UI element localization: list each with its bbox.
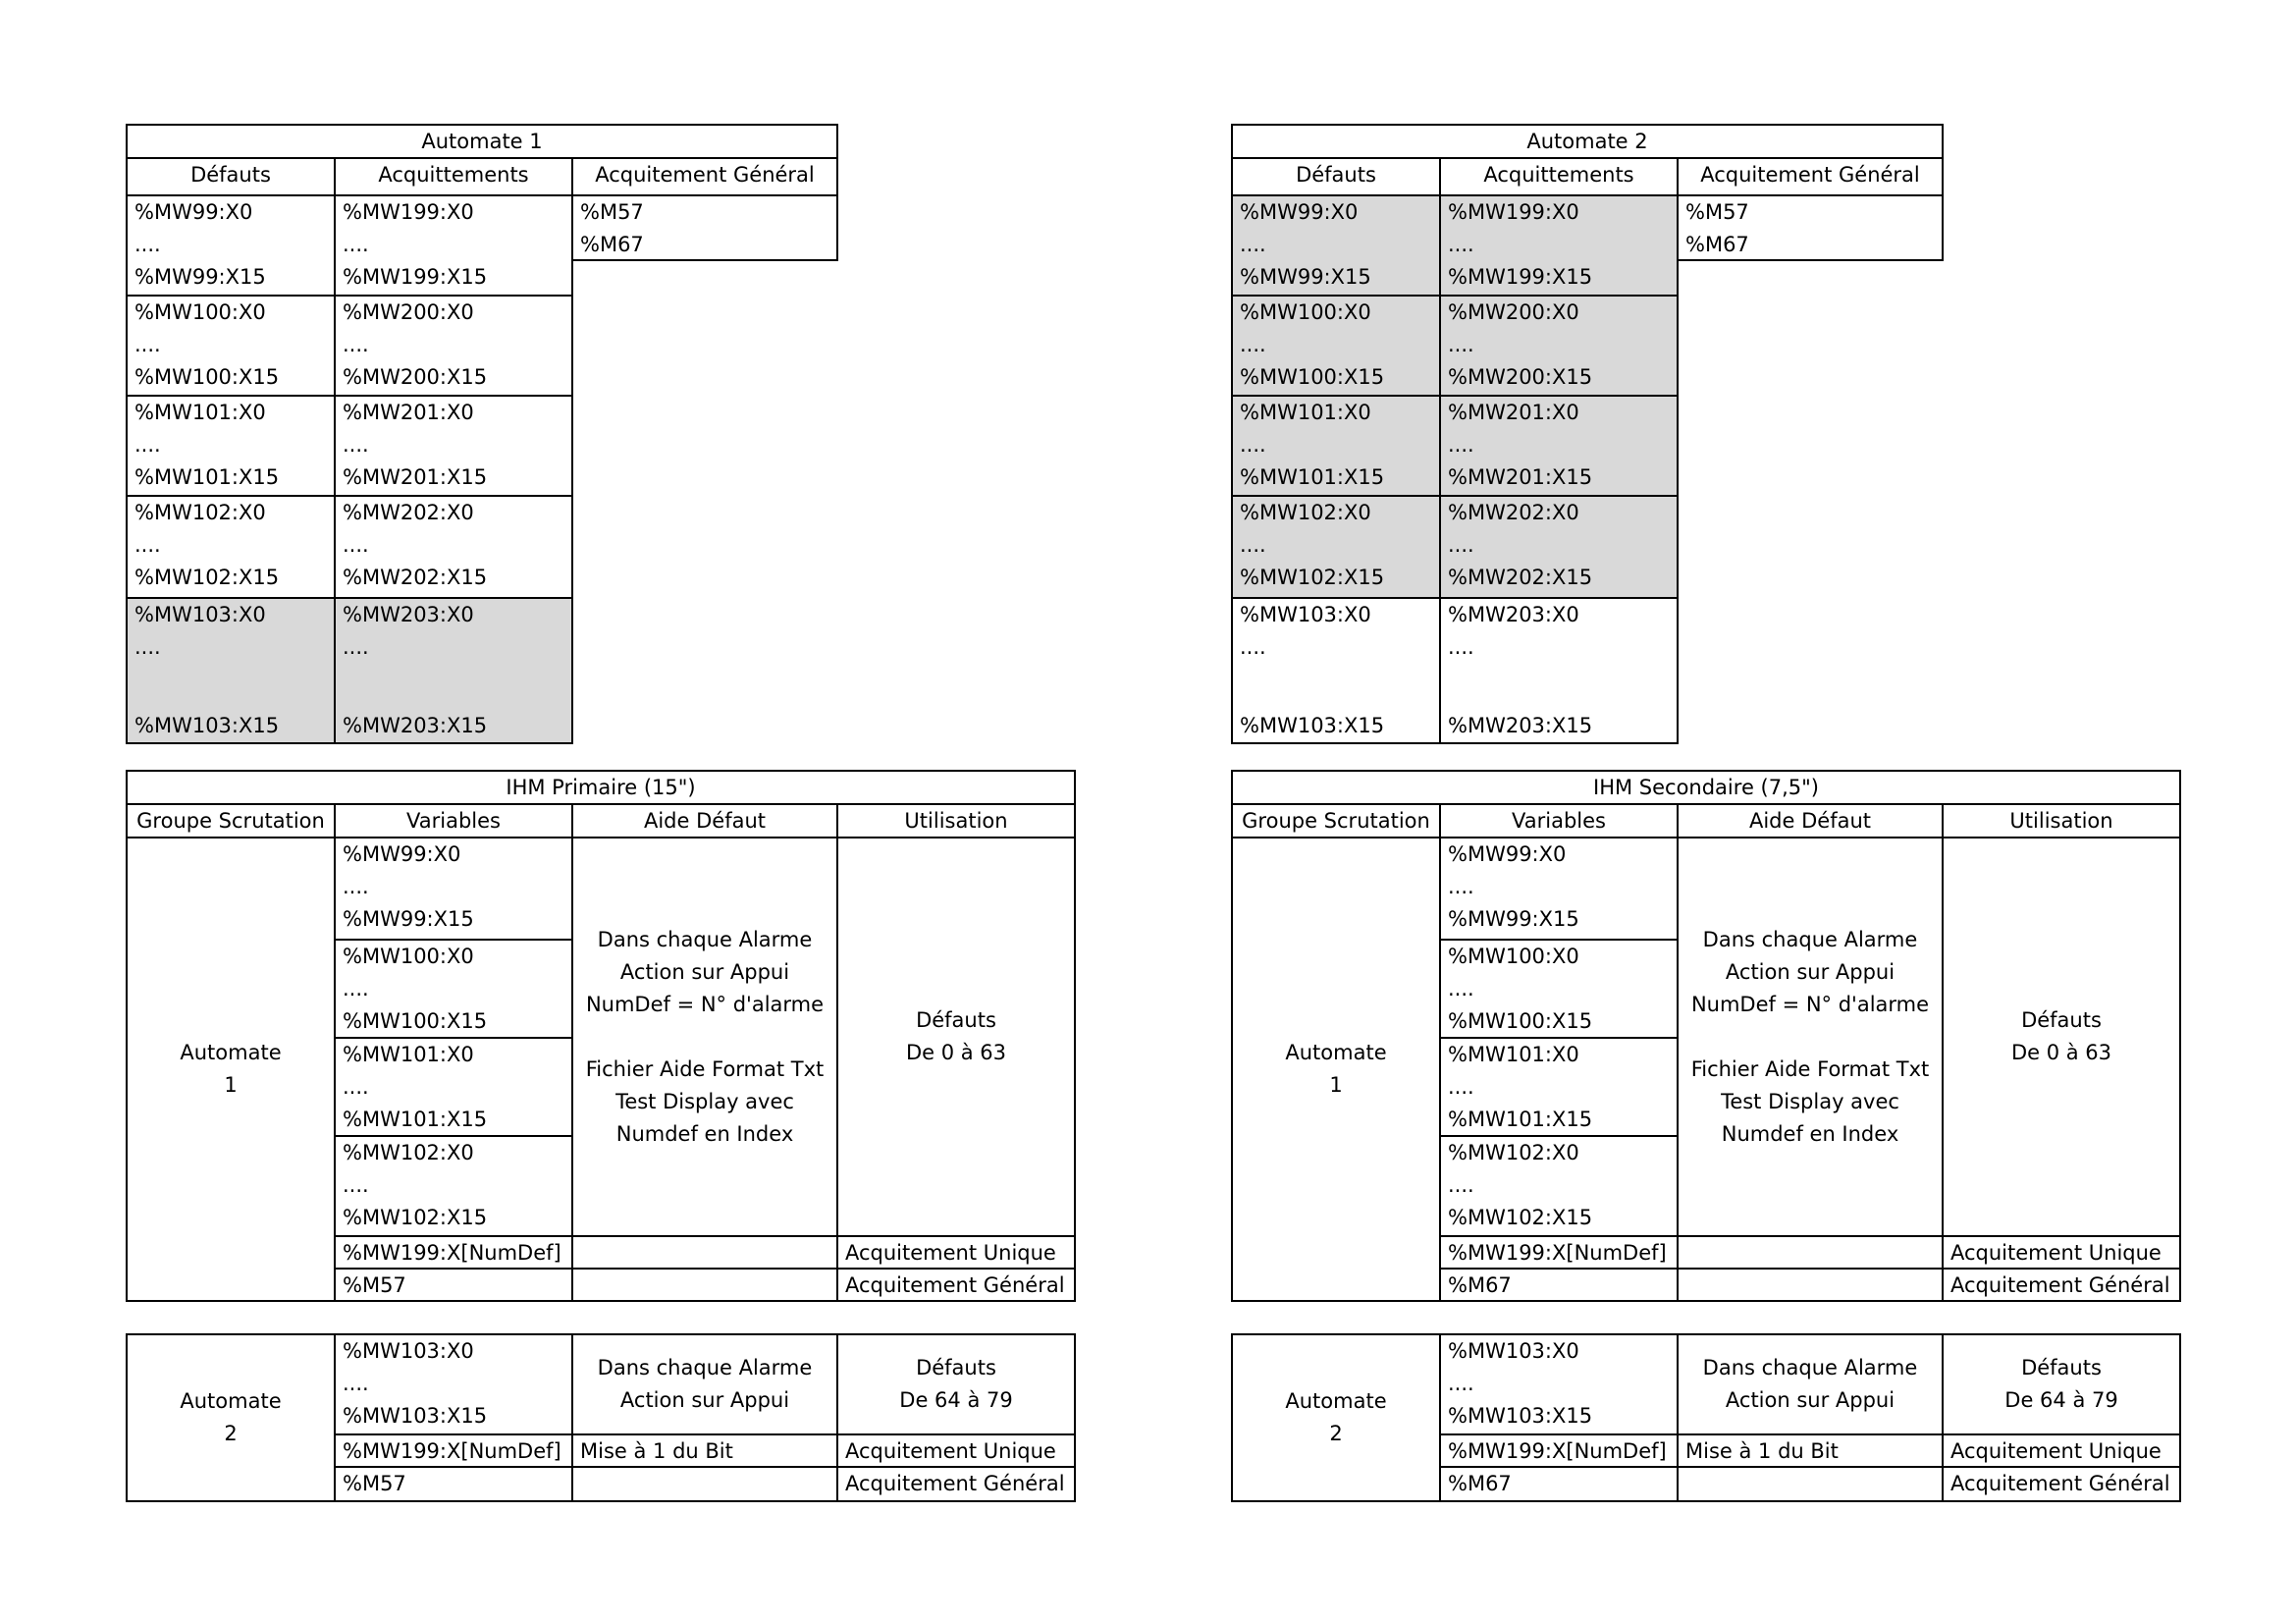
variable-cell: [334, 939, 573, 1039]
variable-value: ....: [343, 875, 369, 898]
defaut-value: ....: [1240, 233, 1266, 256]
ihm_secondaire-header: [1942, 803, 2181, 838]
defaut-value: %MW100:X0: [1240, 300, 1371, 324]
acquittement-value: %MW202:X0: [343, 501, 474, 524]
acquittement-value: %MW200:X15: [343, 365, 488, 389]
aide-text: Action sur Appui: [619, 959, 790, 984]
acquitement-general-cell: [1677, 194, 1944, 261]
utilisation-text: Acquitement Unique: [1950, 1241, 2162, 1265]
column-header: Variables: [406, 809, 501, 833]
acq-unique-use-cell: [1942, 1433, 2181, 1468]
aide-defaut-cell: [1677, 1333, 1944, 1435]
utilisation-cell: [836, 1333, 1076, 1435]
variable-value: %MW103:X0: [343, 1339, 474, 1363]
utilisation-text: Acquitement Général: [845, 1273, 1065, 1297]
variable-cell: [334, 1135, 573, 1237]
acquittement-value: ....: [343, 433, 369, 457]
variable-value: ....: [343, 977, 369, 1000]
variable-value: %MW199:X[NumDef]: [1448, 1439, 1667, 1463]
aide-text: Test Display avec: [615, 1089, 794, 1113]
acq-general-var-cell: [1439, 1466, 1679, 1502]
defaut-cell: [1231, 295, 1441, 397]
acq-unique-use-cell: [836, 1235, 1076, 1270]
column-header: Défauts: [190, 163, 271, 187]
acq-general-use-cell: [1942, 1268, 2181, 1302]
aide-defaut-cell: [571, 837, 838, 1237]
acquittement-value: %MW199:X0: [1448, 200, 1579, 224]
acquittement-cell: [334, 395, 573, 497]
acquittement-value: ....: [343, 233, 369, 256]
utilisation-text: De 64 à 79: [2004, 1388, 2118, 1412]
variable-value: %MW102:X0: [343, 1141, 474, 1164]
groupe-scrutation-cell: [1231, 837, 1441, 1302]
acquittement-cell: [1439, 395, 1679, 497]
automate1-header: [126, 157, 336, 196]
defaut-cell: [1231, 395, 1441, 497]
acquittement-value: %MW202:X15: [343, 566, 488, 589]
ihm_secondaire-title: [1231, 770, 2181, 805]
ihm_secondaire-header: [1439, 803, 1679, 838]
general-value: %M67: [580, 233, 644, 256]
variable-value: %MW102:X15: [1448, 1206, 1593, 1229]
acquittement-value: ....: [1448, 333, 1474, 356]
general-value: %M57: [580, 200, 644, 224]
variable-value: %MW99:X0: [1448, 842, 1567, 866]
defaut-value: ....: [1240, 433, 1266, 457]
variable-value: ....: [1448, 1075, 1474, 1099]
variable-value: %MW99:X15: [343, 907, 474, 931]
acq-general-var-cell: [334, 1268, 573, 1302]
group-label: 2: [224, 1422, 238, 1445]
empty-cell: [571, 1268, 838, 1302]
defaut-value: %MW99:X0: [134, 200, 253, 224]
defaut-value: ....: [134, 333, 161, 356]
defaut-value: ....: [134, 433, 161, 457]
empty-cell: [1677, 1466, 1944, 1502]
acquittement-value: %MW203:X15: [343, 714, 488, 737]
aide-text: Fichier Aide Format Txt: [1690, 1056, 1930, 1081]
defaut-value: %MW103:X0: [1240, 603, 1371, 626]
acq-unique-var-cell: [334, 1235, 573, 1270]
acquittement-value: ....: [1448, 533, 1474, 557]
group-label: Automate: [1285, 1389, 1387, 1413]
variable-value: ....: [1448, 977, 1474, 1000]
utilisation-text: De 0 à 63: [905, 1041, 1007, 1064]
column-header: Acquittements: [378, 163, 529, 187]
defaut-value: %MW102:X0: [1240, 501, 1371, 524]
defaut-value: ....: [134, 233, 161, 256]
variable-value: %MW102:X0: [1448, 1141, 1579, 1164]
column-header: Groupe Scrutation: [136, 809, 325, 833]
automate2-header: [1677, 157, 1944, 196]
defaut-cell: [126, 194, 336, 297]
acquittement-value: %MW199:X0: [343, 200, 474, 224]
utilisation-text: De 64 à 79: [899, 1388, 1013, 1412]
ihm_primaire-title: [126, 770, 1076, 805]
defaut-value: ....: [134, 533, 161, 557]
variable-cell: [1439, 1333, 1679, 1435]
aide-text: Dans chaque Alarme: [597, 927, 813, 951]
defaut-value: ....: [1240, 635, 1266, 659]
column-header: Utilisation: [2009, 809, 2113, 833]
ihm_primaire-header: [126, 803, 336, 838]
variable-cell: [334, 1037, 573, 1137]
defaut-cell: [1231, 194, 1441, 297]
acquittement-value: ....: [343, 533, 369, 557]
acq-general-var-cell: [1439, 1268, 1679, 1302]
column-header: Acquitement Général: [595, 163, 815, 187]
variable-cell: [1439, 1135, 1679, 1237]
acquittement-cell: [334, 295, 573, 397]
variable-value: %MW100:X0: [1448, 945, 1579, 968]
utilisation-cell: [836, 837, 1076, 1237]
aide-text: Numdef en Index: [1721, 1121, 1899, 1146]
column-header: Groupe Scrutation: [1242, 809, 1430, 833]
group-label: Automate: [180, 1389, 282, 1413]
automate1-title: [126, 124, 838, 159]
aide-text: NumDef = N° d'alarme: [1690, 992, 1930, 1016]
acquittement-value: %MW201:X15: [1448, 465, 1593, 489]
groupe-scrutation-cell: [126, 1333, 336, 1502]
defaut-value: %MW102:X0: [134, 501, 266, 524]
defaut-value: %MW103:X0: [134, 603, 266, 626]
variable-value: %MW101:X15: [343, 1108, 488, 1131]
variable-value: ....: [343, 1075, 369, 1099]
defaut-cell: [126, 597, 336, 744]
acq-unique-var-cell: [334, 1433, 573, 1468]
variable-value: %MW100:X15: [343, 1009, 488, 1033]
defaut-cell: [126, 495, 336, 599]
defaut-value: %MW102:X15: [134, 566, 280, 589]
acq-general-use-cell: [836, 1466, 1076, 1502]
column-header: Aide Défaut: [1748, 809, 1872, 833]
utilisation-text: Défauts: [916, 1008, 996, 1032]
utilisation-text: Défauts: [2021, 1356, 2102, 1379]
defaut-value: %MW101:X15: [134, 465, 280, 489]
table-title: Automate 2: [1526, 130, 1648, 153]
acquittement-value: %MW203:X0: [343, 603, 474, 626]
utilisation-text: Défauts: [916, 1356, 996, 1379]
variable-value: %M67: [1448, 1273, 1512, 1297]
automate2-header: [1231, 157, 1441, 196]
groupe-scrutation-cell: [126, 837, 336, 1302]
acquittement-cell: [1439, 597, 1679, 744]
acquittement-value: %MW199:X15: [1448, 265, 1593, 289]
defaut-value: %MW99:X0: [1240, 200, 1359, 224]
variable-value: %MW100:X15: [1448, 1009, 1593, 1033]
acquittement-cell: [334, 495, 573, 599]
aide-text: Mise à 1 du Bit: [1685, 1439, 1839, 1463]
ihm_secondaire-header: [1231, 803, 1441, 838]
acquittement-cell: [1439, 295, 1679, 397]
defaut-value: %MW99:X15: [1240, 265, 1371, 289]
acquittement-value: %MW200:X0: [1448, 300, 1579, 324]
defaut-value: ....: [1240, 533, 1266, 557]
column-header: Acquitement Général: [1700, 163, 1920, 187]
defaut-value: %MW100:X0: [134, 300, 266, 324]
automate2-header: [1439, 157, 1679, 196]
utilisation-text: Défauts: [2021, 1008, 2102, 1032]
variable-value: %MW102:X15: [343, 1206, 488, 1229]
variable-value: %MW101:X15: [1448, 1108, 1593, 1131]
acquittement-value: %MW201:X0: [1448, 401, 1579, 424]
defaut-value: %MW101:X0: [1240, 401, 1371, 424]
acquitement-general-cell: [571, 194, 838, 261]
acq-general-var-cell: [334, 1466, 573, 1502]
defaut-value: %MW103:X15: [134, 714, 280, 737]
variable-value: %M57: [343, 1273, 406, 1297]
aide-defaut-cell: [571, 1333, 838, 1435]
aide-defaut-cell: [1677, 837, 1944, 1237]
variable-value: ....: [343, 1173, 369, 1197]
variable-value: %MW101:X0: [343, 1043, 474, 1066]
table-title: IHM Primaire (15"): [506, 776, 696, 799]
acquittement-value: ....: [343, 635, 369, 659]
variable-cell: [1439, 837, 1679, 941]
aide-text: Fichier Aide Format Txt: [585, 1056, 825, 1081]
variable-value: %MW103:X15: [343, 1404, 488, 1428]
column-header: Acquittements: [1483, 163, 1634, 187]
variable-value: %MW101:X0: [1448, 1043, 1579, 1066]
aide-text: Mise à 1 du Bit: [580, 1439, 733, 1463]
variable-value: %MW99:X15: [1448, 907, 1579, 931]
column-header: Utilisation: [904, 809, 1008, 833]
variable-value: %MW103:X15: [1448, 1404, 1593, 1428]
general-value: %M67: [1685, 233, 1749, 256]
acquittement-value: %MW200:X15: [1448, 365, 1593, 389]
table-title: Automate 1: [421, 130, 543, 153]
acq-unique-var-cell: [1439, 1433, 1679, 1468]
aide-text: Dans chaque Alarme: [597, 1356, 813, 1379]
acquittement-cell: [334, 194, 573, 297]
column-header: Défauts: [1296, 163, 1376, 187]
variable-value: %MW103:X0: [1448, 1339, 1579, 1363]
variable-cell: [1439, 939, 1679, 1039]
aide-text: NumDef = N° d'alarme: [585, 992, 825, 1016]
variable-value: ....: [1448, 1372, 1474, 1395]
groupe-scrutation-cell: [1231, 1333, 1441, 1502]
acq-unique-var-cell: [1439, 1235, 1679, 1270]
defaut-value: %MW103:X15: [1240, 714, 1385, 737]
variable-value: %MW99:X0: [343, 842, 461, 866]
column-header: Variables: [1512, 809, 1606, 833]
acq-general-use-cell: [1942, 1466, 2181, 1502]
aide-text: Test Display avec: [1721, 1089, 1899, 1113]
variable-value: %MW199:X[NumDef]: [343, 1241, 561, 1265]
utilisation-text: Acquitement Unique: [845, 1439, 1056, 1463]
table-title: IHM Secondaire (7,5"): [1593, 776, 1819, 799]
variable-value: %M57: [343, 1472, 406, 1495]
defaut-value: %MW101:X0: [134, 401, 266, 424]
defaut-value: ....: [1240, 333, 1266, 356]
defaut-value: %MW99:X15: [134, 265, 266, 289]
aide-text: Action sur Appui: [619, 1388, 790, 1412]
acquittement-value: %MW201:X15: [343, 465, 488, 489]
general-value: %M57: [1685, 200, 1749, 224]
aide-text: Numdef en Index: [615, 1121, 794, 1146]
variable-value: ....: [1448, 875, 1474, 898]
ihm_secondaire-header: [1677, 803, 1944, 838]
variable-cell: [334, 1333, 573, 1435]
acquittement-value: ....: [1448, 635, 1474, 659]
variable-cell: [1439, 1037, 1679, 1137]
acquittement-value: %MW202:X15: [1448, 566, 1593, 589]
utilisation-cell: [1942, 837, 2181, 1237]
group-label: 1: [1329, 1073, 1343, 1097]
ihm_primaire-header: [334, 803, 573, 838]
ihm_primaire-header: [571, 803, 838, 838]
aide-text: Dans chaque Alarme: [1702, 927, 1918, 951]
variable-cell: [334, 837, 573, 941]
variable-value: ....: [343, 1372, 369, 1395]
empty-cell: [1677, 1235, 1944, 1270]
utilisation-text: Acquitement Unique: [1950, 1439, 2162, 1463]
group-label: Automate: [180, 1041, 282, 1064]
defaut-value: %MW100:X15: [1240, 365, 1385, 389]
variable-value: %MW199:X[NumDef]: [343, 1439, 561, 1463]
group-label: 2: [1329, 1422, 1343, 1445]
ihm_primaire-header: [836, 803, 1076, 838]
acquittement-value: %MW200:X0: [343, 300, 474, 324]
empty-cell: [571, 1235, 838, 1270]
acquittement-cell: [1439, 495, 1679, 599]
automate1-header: [334, 157, 573, 196]
acquittement-value: ....: [343, 333, 369, 356]
acq-unique-aide-cell: [1677, 1433, 1944, 1468]
group-label: Automate: [1285, 1041, 1387, 1064]
automate2-title: [1231, 124, 1944, 159]
utilisation-text: Acquitement Unique: [845, 1241, 1056, 1265]
defaut-value: ....: [134, 635, 161, 659]
automate1-header: [571, 157, 838, 196]
variable-value: ....: [1448, 1173, 1474, 1197]
defaut-cell: [1231, 495, 1441, 599]
aide-text: Action sur Appui: [1725, 1388, 1896, 1412]
variable-value: %MW199:X[NumDef]: [1448, 1241, 1667, 1265]
defaut-value: %MW101:X15: [1240, 465, 1385, 489]
empty-cell: [1677, 1268, 1944, 1302]
defaut-cell: [1231, 597, 1441, 744]
acquittement-value: ....: [1448, 433, 1474, 457]
aide-text: Action sur Appui: [1725, 959, 1896, 984]
utilisation-text: Acquitement Général: [1950, 1472, 2170, 1495]
aide-text: Dans chaque Alarme: [1702, 1356, 1918, 1379]
acquittement-value: %MW199:X15: [343, 265, 488, 289]
utilisation-text: Acquitement Général: [845, 1472, 1065, 1495]
variable-value: %M67: [1448, 1472, 1512, 1495]
utilisation-text: Acquitement Général: [1950, 1273, 2170, 1297]
acquittement-cell: [1439, 194, 1679, 297]
defaut-cell: [126, 295, 336, 397]
acq-unique-use-cell: [836, 1433, 1076, 1468]
acq-unique-use-cell: [1942, 1235, 2181, 1270]
utilisation-text: De 0 à 63: [2010, 1041, 2112, 1064]
defaut-value: %MW102:X15: [1240, 566, 1385, 589]
acq-unique-aide-cell: [571, 1433, 838, 1468]
acquittement-value: %MW202:X0: [1448, 501, 1579, 524]
acquittement-cell: [334, 597, 573, 744]
defaut-cell: [126, 395, 336, 497]
group-label: 1: [224, 1073, 238, 1097]
acquittement-value: %MW203:X15: [1448, 714, 1593, 737]
defaut-value: %MW100:X15: [134, 365, 280, 389]
acquittement-value: %MW201:X0: [343, 401, 474, 424]
column-header: Aide Défaut: [643, 809, 767, 833]
acquittement-value: %MW203:X0: [1448, 603, 1579, 626]
acquittement-value: ....: [1448, 233, 1474, 256]
acq-general-use-cell: [836, 1268, 1076, 1302]
utilisation-cell: [1942, 1333, 2181, 1435]
variable-value: %MW100:X0: [343, 945, 474, 968]
empty-cell: [571, 1466, 838, 1502]
